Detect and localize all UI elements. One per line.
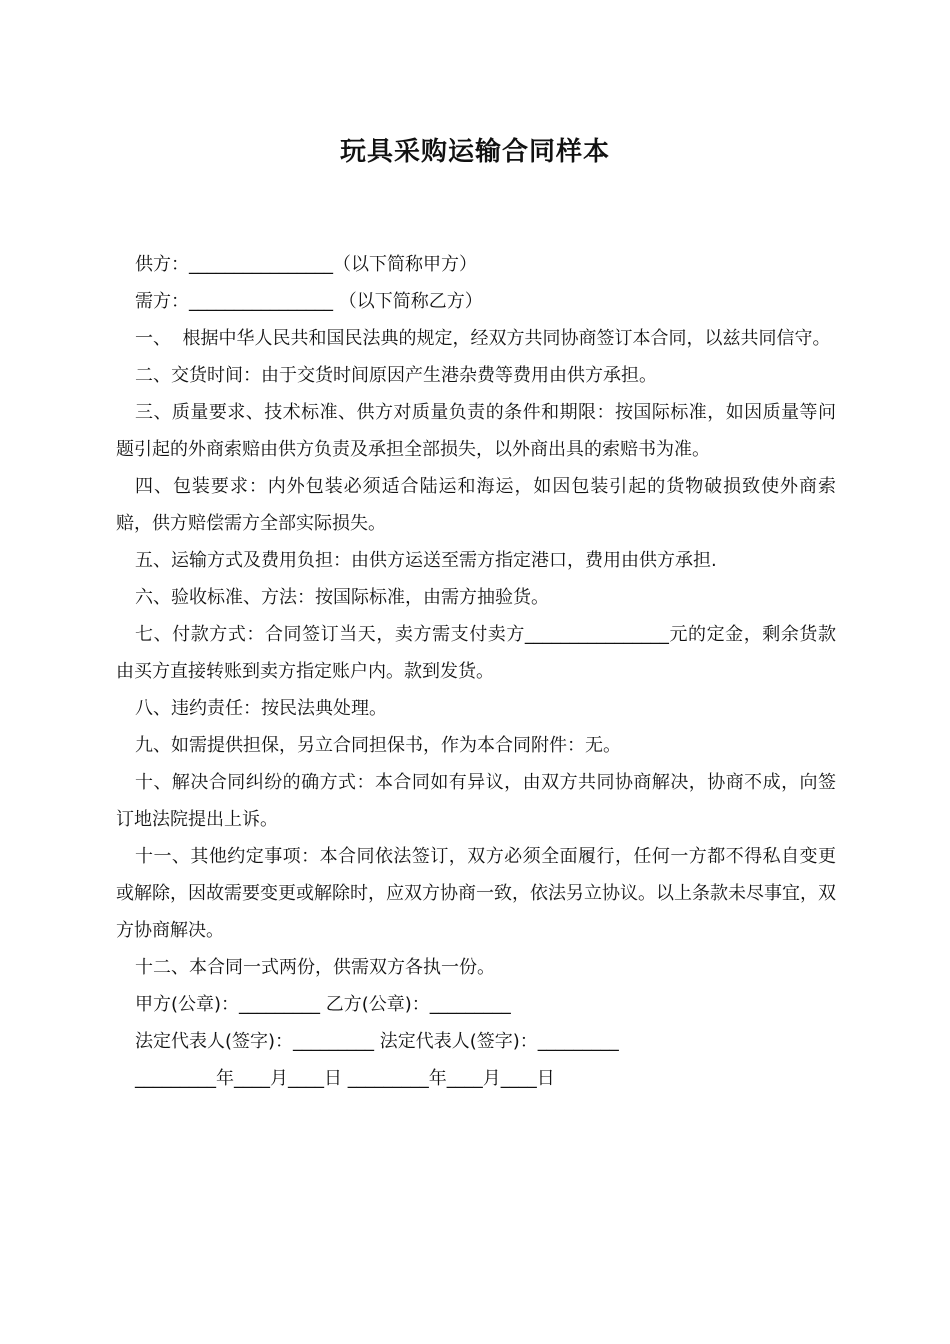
clause-10-text: 十、解决合同纠纷的确方式：本合同如有异议，由双方共同协商解决，协商不成，向签订地法院提出上诉。	[116, 772, 836, 830]
date-line	[116, 1060, 836, 1097]
supplier-line	[116, 246, 836, 283]
supplier-text: 供方：________________（以下简称甲方）	[135, 254, 477, 275]
clause-7-text: 七、付款方式：合同签订当天，卖方需支付卖方________________元的定金，剩余货款由买方直接转账到卖方指定账户内。款到发货。	[116, 624, 836, 682]
clause-1-text: 一、 根据中华人民共和国民法典的规定，经双方共同协商签订本合同，以兹共同信守。	[135, 328, 831, 349]
document-body	[116, 246, 836, 1097]
clause-8-text: 八、违约责任：按民法典处理。	[135, 698, 387, 719]
clause-11-text: 十一、其他约定事项：本合同依法签订，双方必须全面履行，任何一方都不得私自变更或解除，因故需要变更或解除时，应双方协商一致，依法另立协议。以上条款未尽事宜，双方协商解决。	[116, 846, 836, 941]
clause-7	[116, 616, 836, 690]
clause-3	[116, 394, 836, 468]
clause-12-text: 十二、本合同一式两份，供需双方各执一份。	[135, 957, 495, 978]
clause-2-text: 二、交货时间：由于交货时间原因产生港杂费等费用由供方承担。	[135, 365, 657, 386]
clause-6-text: 六、验收标准、方法：按国际标准，由需方抽验货。	[135, 587, 549, 608]
clause-8	[116, 690, 836, 727]
clause-1	[116, 320, 836, 357]
seal-text: 甲方(公章)：_________ 乙方(公章)：_________	[135, 994, 511, 1015]
document-title: 玩具采购运输合同样本	[339, 137, 610, 167]
buyer-line	[116, 283, 836, 320]
clause-12	[116, 949, 836, 986]
clause-6	[116, 579, 836, 616]
clause-5	[116, 542, 836, 579]
clause-9	[116, 727, 836, 764]
buyer-text: 需方：________________ （以下简称乙方）	[135, 291, 483, 312]
clause-4-text: 四、包装要求：内外包装必须适合陆运和海运，如因包装引起的货物破损致使外商索赔，供方赔偿需方全部实际损失。	[116, 476, 836, 534]
seal-line	[116, 986, 836, 1023]
clause-2	[116, 357, 836, 394]
clause-10	[116, 764, 836, 838]
clause-4	[116, 468, 836, 542]
signature-text: 法定代表人(签字)：_________ 法定代表人(签字)：_________	[135, 1031, 619, 1052]
clause-9-text: 九、如需提供担保，另立合同担保书，作为本合同附件：无。	[135, 735, 621, 756]
clause-11	[116, 838, 836, 949]
date-text: _________年____月____日 _________年____月____日	[135, 1068, 555, 1089]
signature-line	[116, 1023, 836, 1060]
clause-3-text: 三、质量要求、技术标准、供方对质量负责的条件和期限：按国际标准，如因质量等问题引起的外商索赔由供方负责及承担全部损失，以外商出具的索赔书为准。	[116, 402, 836, 460]
clause-5-text: 五、运输方式及费用负担：由供方运送至需方指定港口，费用由供方承担.	[135, 550, 717, 571]
